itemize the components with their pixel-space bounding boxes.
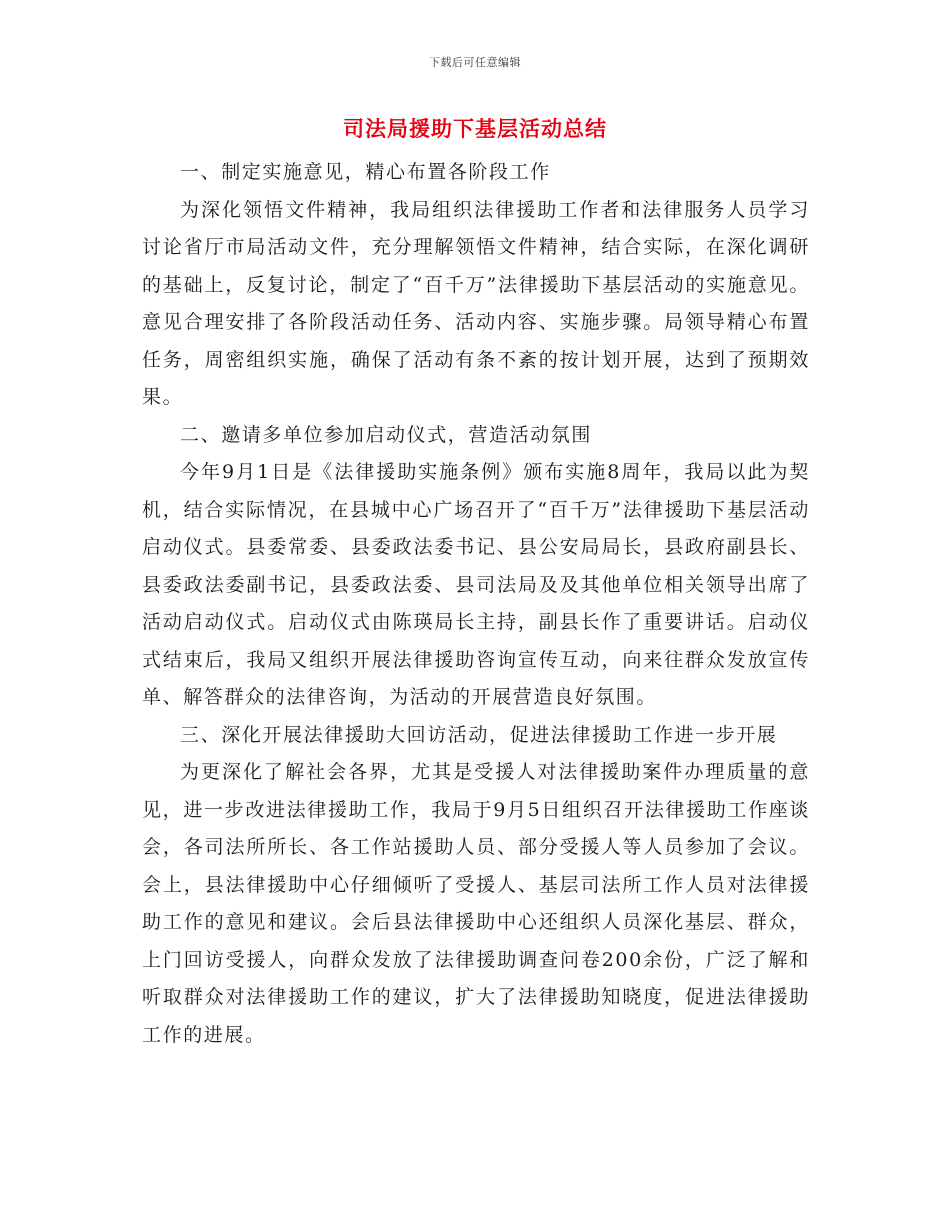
section-heading-1: 一、制定实施意见，精心布置各阶段工作 — [180, 161, 551, 183]
section-heading-3: 三、深化开展法律援助大回访活动，促进法律援助工作进一步开展 — [180, 723, 778, 746]
section-heading-2: 二、邀请多单位参加启动仪式，营造活动氛围 — [180, 423, 593, 446]
document-title: 司法局援助下基层活动总结 — [343, 117, 607, 141]
header-note: 下载后可任意编辑 — [429, 56, 521, 69]
document-body — [142, 154, 810, 1054]
paragraph-2: 今年9月1日是《法律援助实施条例》颁布实施8周年，我局以此为契机，结合实际情况，在县城中心广场召开了“百千万”法律援助下基层活动启动仪式。县委常委、县委政法委书记、县公安局局长，县政府副县长、县委政法委副书记，县委政法委、县司法局及及其他单位相关领导出席了活动启动仪式。启动仪式由陈瑛局长主持，副县长作了重要讲话。启动仪式结束后，我局又组织开展法律援助咨询宣传互动，向来往群众发放宣传单、解答群众的法律咨询，为活动的开展营造良好氛围。 — [142, 461, 810, 708]
paragraph-3: 为更深化了解社会各界，尤其是受援人对法律援助案件办理质量的意见，进一步改进法律援助工作，我局于9月5日组织召开法律援助工作座谈会，各司法所所长、各工作站援助人员、部分受援人等人员参加了会议。会上，县法律援助中心仔细倾听了受援人、基层司法所工作人员对法律援助工作的意见和建议。会后县法律援助中心还组织人员深化基层、群众，上门回访受援人，向群众发放了法律援助调查问卷200余份，广泛了解和听取群众对法律援助工作的建议，扩大了法律援助知晓度，促进法律援助工作的进展。 — [142, 761, 810, 1046]
paragraph-1: 为深化领悟文件精神，我局组织法律援助工作者和法律服务人员学习讨论省厅市局活动文件，充分理解领悟文件精神，结合实际，在深化调研的基础上，反复讨论，制定了“百千万”法律援助下基层活动的实施意见。意见合理安排了各阶段活动任务、活动内容、实施步骤。局领导精心布置任务，周密组织实施，确保了活动有条不紊的按计划开展，达到了预期效果。 — [142, 198, 810, 408]
